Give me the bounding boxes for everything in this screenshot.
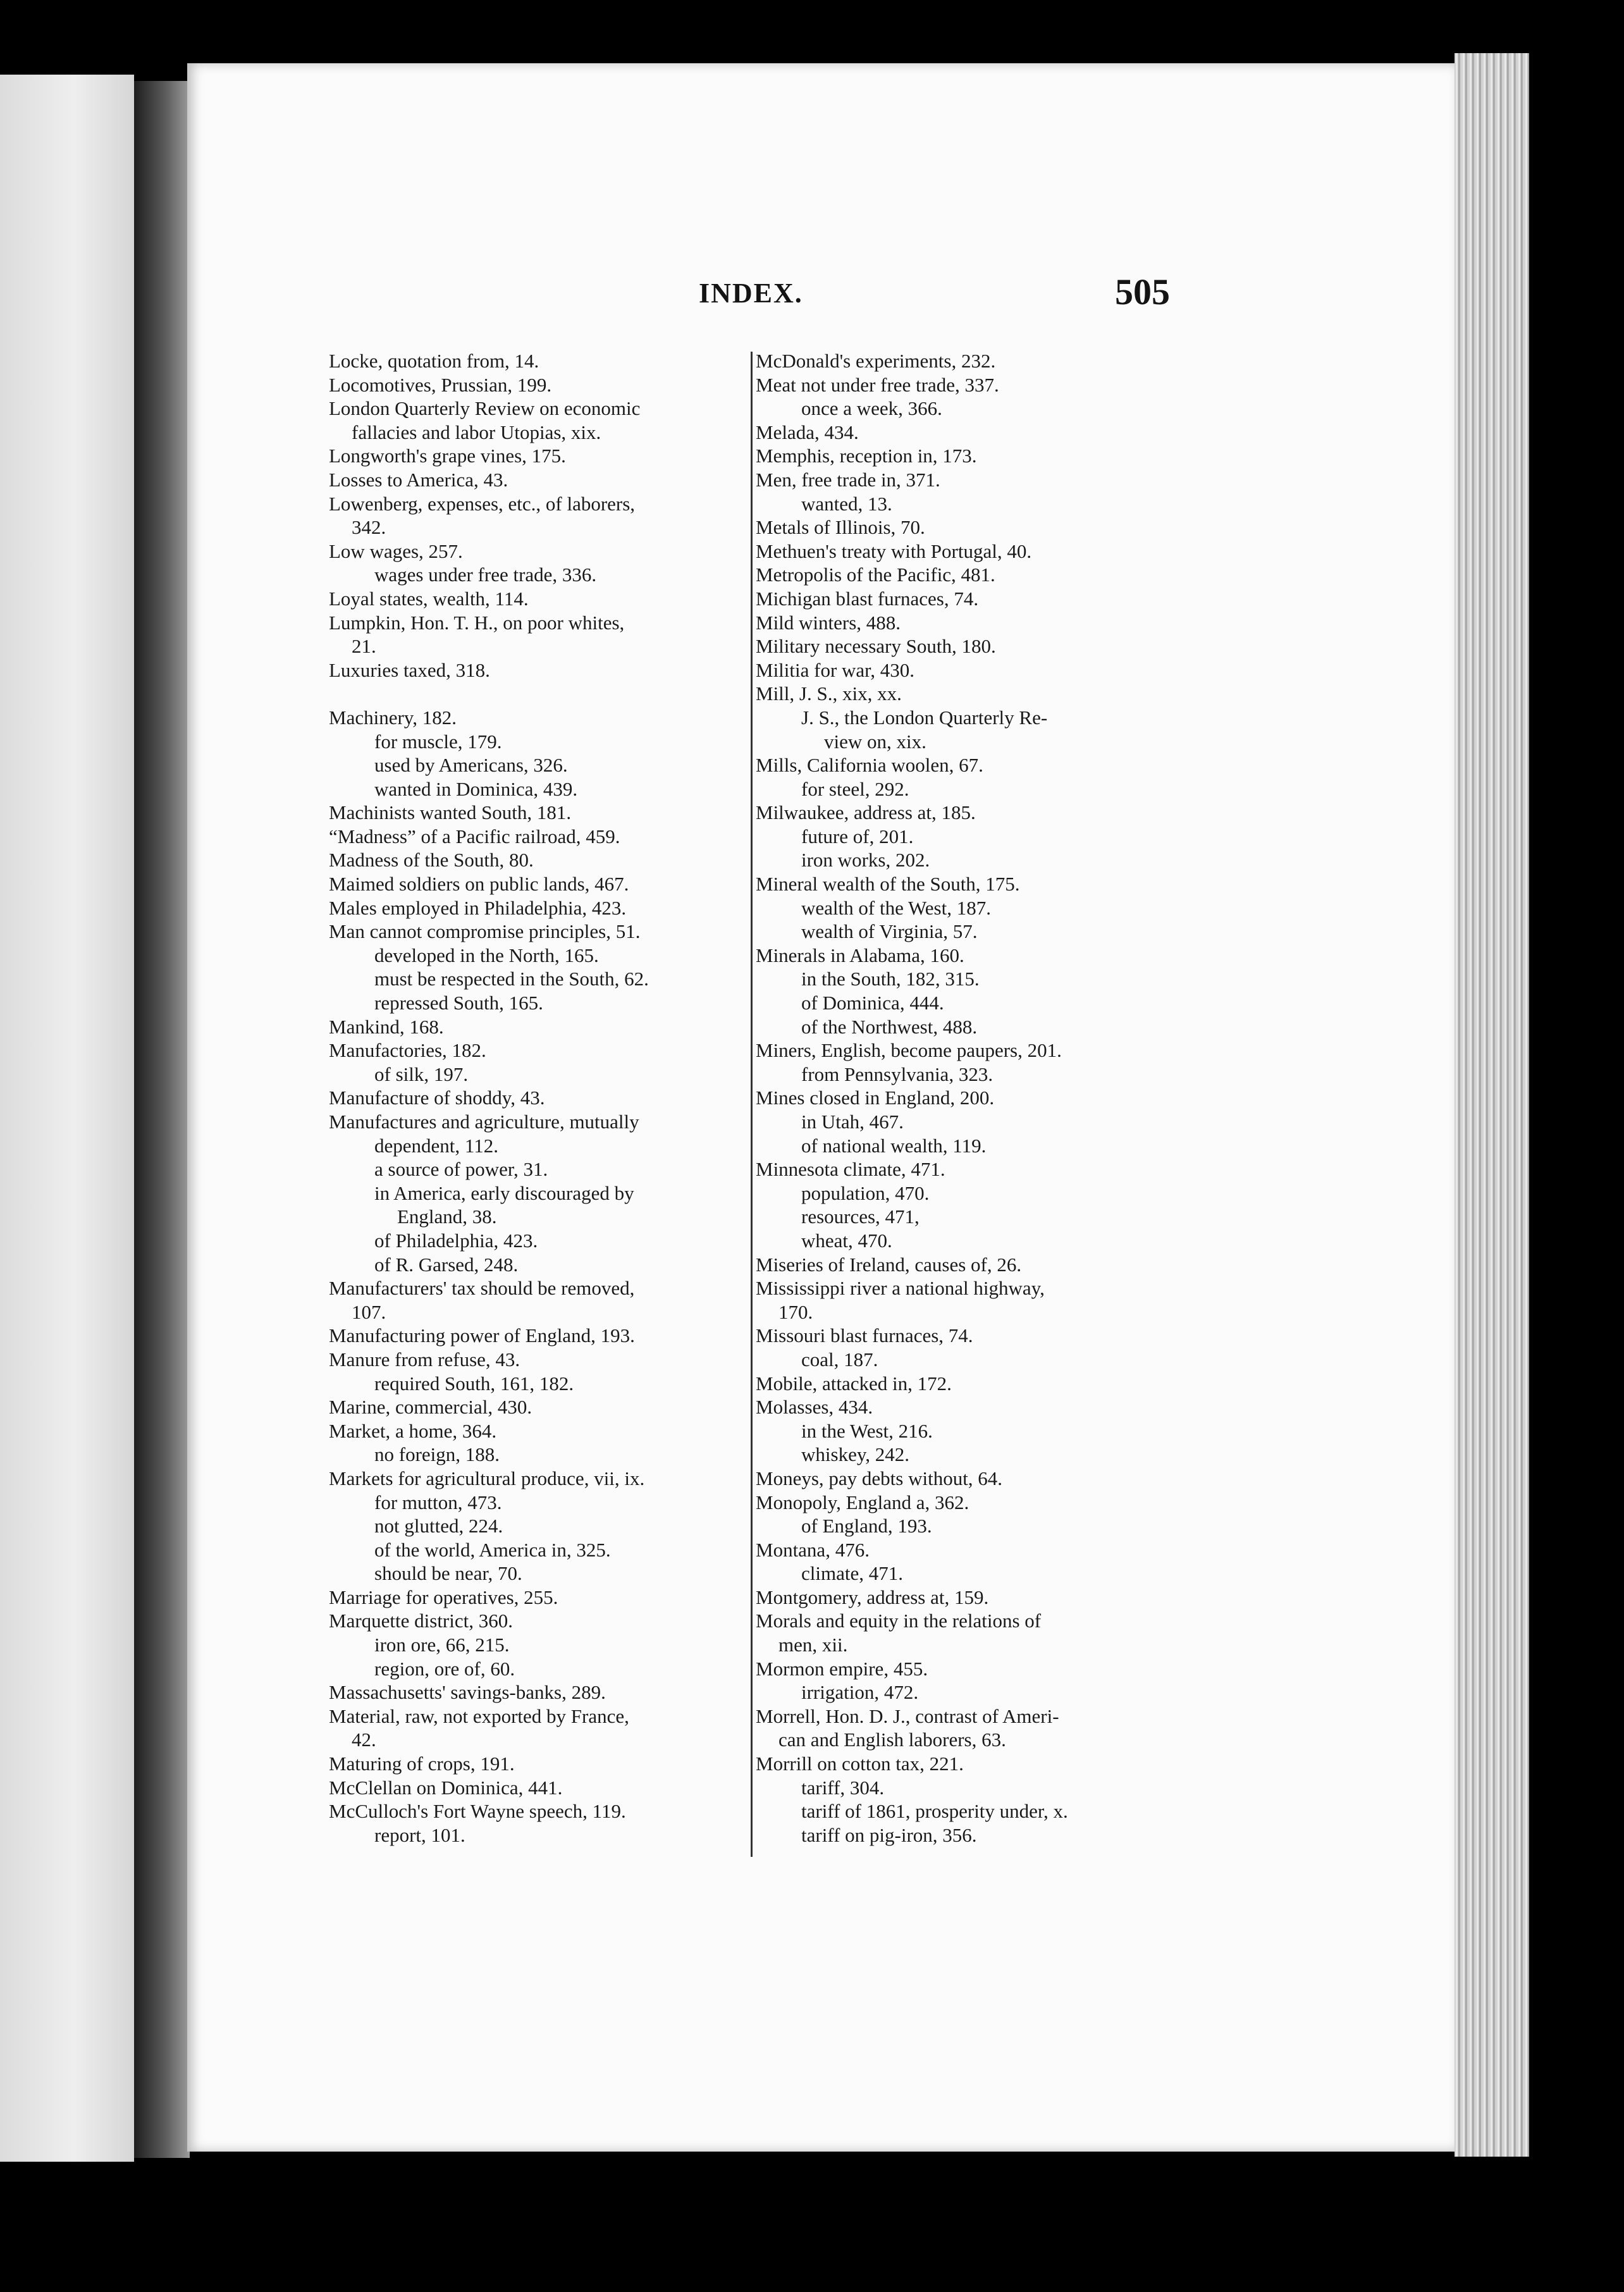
index-entry: McClellan on Dominica, 441. bbox=[329, 1776, 563, 1799]
index-entry: Metals of Illinois, 70. bbox=[756, 516, 925, 539]
index-entry: wanted, 13. bbox=[801, 492, 892, 515]
index-entry: Militia for war, 430. bbox=[756, 658, 915, 681]
index-entry: Market, a home, 364. bbox=[329, 1419, 497, 1442]
index-entry: in Utah, 467. bbox=[801, 1111, 904, 1133]
index-entry: of Dominica, 444. bbox=[801, 992, 944, 1014]
index-entry: coal, 187. bbox=[801, 1348, 878, 1371]
index-entry: in the South, 182, 315. bbox=[801, 968, 980, 990]
index-entry: Montana, 476. bbox=[756, 1538, 870, 1561]
index-entry: wealth of Virginia, 57. bbox=[801, 920, 978, 943]
index-entry: “Madness” of a Pacific railroad, 459. bbox=[329, 825, 620, 847]
index-entry: Manure from refuse, 43. bbox=[329, 1348, 520, 1371]
book-gutter bbox=[134, 81, 190, 2158]
index-entry: in America, early discouraged by bbox=[374, 1181, 634, 1204]
index-entry: Massachusetts' savings-banks, 289. bbox=[329, 1681, 606, 1704]
index-entry: Lumpkin, Hon. T. H., on poor whites, bbox=[329, 611, 625, 634]
index-entry: Markets for agricultural produce, vii, ix. bbox=[329, 1467, 645, 1489]
index-entry: used by Americans, 326. bbox=[374, 754, 568, 777]
index-entry: Lowenberg, expenses, etc., of laborers, bbox=[329, 492, 636, 515]
index-entry: of the Northwest, 488. bbox=[801, 1015, 978, 1038]
index-entry: for mutton, 473. bbox=[374, 1491, 502, 1513]
index-entry: population, 470. bbox=[801, 1181, 930, 1204]
index-column-right bbox=[756, 349, 1179, 1847]
index-entry: Manufacturers' tax should be removed, bbox=[329, 1277, 635, 1300]
index-entry: Melada, 434. bbox=[756, 421, 859, 443]
index-entry: Manufactories, 182. bbox=[329, 1039, 486, 1062]
page-header bbox=[329, 271, 1170, 328]
index-gap bbox=[329, 682, 740, 706]
index-entry: of national wealth, 119. bbox=[801, 1134, 987, 1157]
index-entry: not glutted, 224. bbox=[374, 1515, 503, 1537]
index-entry: Military necessary South, 180. bbox=[756, 635, 996, 658]
index-entry: for muscle, 179. bbox=[374, 730, 502, 753]
index-entry: Missouri blast furnaces, 74. bbox=[756, 1324, 973, 1347]
index-entry: Mississippi river a national highway, bbox=[756, 1277, 1045, 1300]
index-entry: view on, xix. bbox=[824, 730, 926, 753]
index-entry: Luxuries taxed, 318. bbox=[329, 658, 490, 681]
index-entry: Machinists wanted South, 181. bbox=[329, 801, 572, 824]
index-entry: can and English laborers, 63. bbox=[778, 1728, 1006, 1751]
index-entry: Milwaukee, address at, 185. bbox=[756, 801, 976, 824]
index-entry: Marine, commercial, 430. bbox=[329, 1396, 532, 1419]
index-entry: Methuen's treaty with Portugal, 40. bbox=[756, 539, 1032, 562]
index-entry: Miners, English, become paupers, 201. bbox=[756, 1039, 1062, 1062]
index-entry: Morals and equity in the relations of bbox=[756, 1610, 1042, 1632]
index-entry: fallacies and labor Utopias, xix. bbox=[352, 421, 601, 443]
index-entry: report, 101. bbox=[374, 1823, 465, 1846]
page-stack-edge bbox=[1455, 53, 1529, 2157]
index-entry: Males employed in Philadelphia, 423. bbox=[329, 896, 627, 919]
index-entry: Longworth's grape vines, 175. bbox=[329, 445, 566, 467]
index-entry: 42. bbox=[352, 1728, 376, 1751]
index-entry: Meat not under free trade, 337. bbox=[756, 373, 999, 396]
index-entry: Manufactures and agriculture, mutually bbox=[329, 1111, 639, 1133]
index-entry: Morrell, Hon. D. J., contrast of Ameri- bbox=[756, 1704, 1059, 1727]
index-entry: Marquette district, 360. bbox=[329, 1610, 513, 1632]
index-entry: once a week, 366. bbox=[801, 397, 942, 420]
index-entry: Mild winters, 488. bbox=[756, 611, 901, 634]
index-entry: tariff of 1861, prosperity under, x. bbox=[801, 1800, 1068, 1823]
index-entry: wheat, 470. bbox=[801, 1229, 892, 1252]
index-entry: Maimed soldiers on public lands, 467. bbox=[329, 873, 629, 896]
index-entry: Mill, J. S., xix, xx. bbox=[756, 682, 902, 705]
index-entry: Molasses, 434. bbox=[756, 1396, 873, 1419]
index-entry: a source of power, 31. bbox=[374, 1158, 548, 1181]
column-divider bbox=[751, 352, 753, 1857]
index-entry: Locke, quotation from, 14. bbox=[329, 350, 539, 372]
index-entry: resources, 471, bbox=[801, 1205, 920, 1228]
index-entry: London Quarterly Review on economic bbox=[329, 397, 641, 420]
index-entry: Mines closed in England, 200. bbox=[756, 1087, 995, 1109]
index-entry: repressed South, 165. bbox=[374, 992, 543, 1014]
index-entry: 21. bbox=[352, 635, 376, 658]
index-entry: tariff, 304. bbox=[801, 1776, 885, 1799]
index-entry: 107. bbox=[352, 1300, 386, 1323]
index-entry: Locomotives, Prussian, 199. bbox=[329, 373, 552, 396]
index-entry: of silk, 197. bbox=[374, 1063, 469, 1085]
index-entry: irrigation, 472. bbox=[801, 1681, 919, 1704]
index-entry: of the world, America in, 325. bbox=[374, 1538, 611, 1561]
index-entry: of Philadelphia, 423. bbox=[374, 1229, 538, 1252]
index-entry: 170. bbox=[778, 1300, 813, 1323]
index-entry: Montgomery, address at, 159. bbox=[756, 1586, 989, 1608]
index-entry: should be near, 70. bbox=[374, 1562, 522, 1585]
index-entry: Miseries of Ireland, causes of, 26. bbox=[756, 1253, 1022, 1276]
index-entry: future of, 201. bbox=[801, 825, 914, 847]
index-entry: Monopoly, England a, 362. bbox=[756, 1491, 969, 1513]
index-entry: Memphis, reception in, 173. bbox=[756, 445, 977, 467]
index-entry: Manufacture of shoddy, 43. bbox=[329, 1087, 545, 1109]
facing-page-edge bbox=[0, 75, 134, 2162]
index-entry: dependent, 112. bbox=[374, 1134, 498, 1157]
index-entry: Mobile, attacked in, 172. bbox=[756, 1372, 952, 1395]
index-entry: Man cannot compromise principles, 51. bbox=[329, 920, 641, 943]
index-entry: wealth of the West, 187. bbox=[801, 896, 991, 919]
index-entry: Marriage for operatives, 255. bbox=[329, 1586, 558, 1608]
index-entry: climate, 471. bbox=[801, 1562, 903, 1585]
index-entry: iron ore, 66, 215. bbox=[374, 1634, 510, 1656]
index-entry: Loyal states, wealth, 114. bbox=[329, 587, 529, 610]
index-entry: Mills, California woolen, 67. bbox=[756, 754, 983, 777]
index-entry: of R. Garsed, 248. bbox=[374, 1253, 519, 1276]
index-entry: Mankind, 168. bbox=[329, 1015, 444, 1038]
running-head: INDEX. bbox=[699, 278, 803, 309]
index-entry: for steel, 292. bbox=[801, 777, 909, 800]
index-entry: whiskey, 242. bbox=[801, 1443, 910, 1466]
index-entry: men, xii. bbox=[778, 1634, 848, 1656]
index-entry: Morrill on cotton tax, 221. bbox=[756, 1753, 964, 1775]
index-entry: Madness of the South, 80. bbox=[329, 849, 534, 872]
index-entry: McDonald's experiments, 232. bbox=[756, 350, 996, 372]
page-number: 505 bbox=[1115, 271, 1170, 312]
index-column-left bbox=[329, 349, 740, 1847]
index-entry: Metropolis of the Pacific, 481. bbox=[756, 564, 995, 586]
index-entry: region, ore of, 60. bbox=[374, 1657, 515, 1680]
index-entry: tariff on pig-iron, 356. bbox=[801, 1823, 977, 1846]
index-entry: in the West, 216. bbox=[801, 1419, 933, 1442]
index-entry: Michigan blast furnaces, 74. bbox=[756, 587, 979, 610]
index-entry: McCulloch's Fort Wayne speech, 119. bbox=[329, 1800, 626, 1823]
index-entry: 342. bbox=[352, 516, 386, 539]
index-entry: no foreign, 188. bbox=[374, 1443, 500, 1466]
index-entry: iron works, 202. bbox=[801, 849, 930, 872]
index-entry: Material, raw, not exported by France, bbox=[329, 1704, 629, 1727]
index-entry: Minerals in Alabama, 160. bbox=[756, 944, 964, 966]
index-entry: of England, 193. bbox=[801, 1515, 932, 1537]
index-entry: Moneys, pay debts without, 64. bbox=[756, 1467, 1003, 1489]
index-entry: must be respected in the South, 62. bbox=[374, 968, 649, 990]
index-entry: Maturing of crops, 191. bbox=[329, 1753, 515, 1775]
index-entry: Mormon empire, 455. bbox=[756, 1657, 928, 1680]
index-entry: Machinery, 182. bbox=[329, 706, 457, 729]
index-entry: from Pennsylvania, 323. bbox=[801, 1063, 993, 1085]
index-entry: J. S., the London Quarterly Re- bbox=[801, 706, 1048, 729]
index-entry: Minnesota climate, 471. bbox=[756, 1158, 945, 1181]
index-entry: Manufacturing power of England, 193. bbox=[329, 1324, 635, 1347]
index-entry: England, 38. bbox=[397, 1205, 497, 1228]
index-entry: wages under free trade, 336. bbox=[374, 564, 597, 586]
index-entry: Mineral wealth of the South, 175. bbox=[756, 873, 1020, 896]
index-entry: wanted in Dominica, 439. bbox=[374, 777, 578, 800]
index-entry: Losses to America, 43. bbox=[329, 468, 508, 491]
index-entry: Men, free trade in, 371. bbox=[756, 468, 940, 491]
index-entry: required South, 161, 182. bbox=[374, 1372, 574, 1395]
index-entry: Low wages, 257. bbox=[329, 539, 463, 562]
index-entry: developed in the North, 165. bbox=[374, 944, 599, 966]
